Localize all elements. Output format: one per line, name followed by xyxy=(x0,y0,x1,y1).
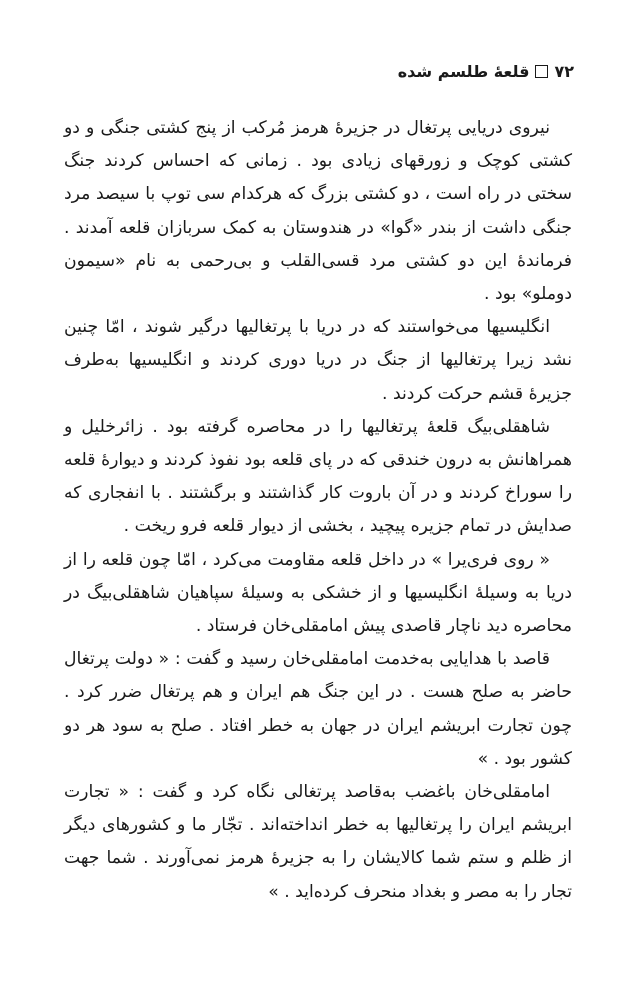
paragraph: انگلیسیها می‌خواستند که در دریا با پرتغالیها درگیر شوند ، امّا چنین نشد زیرا پرتغالیها از جنگ در دریا دوری کردند و انگلیسیها به‌طرف جزیرهٔ قشم حرکت کردند . xyxy=(64,317,572,404)
page-body-text xyxy=(64,112,572,909)
paragraph: شاهقلی‌بیگ قلعهٔ پرتغالیها را در محاصره گرفته بود . زائرخلیل و همراهانش به درون خندقی که در پای قلعه بود نفوذ کردند و دیوارهٔ قلعه را سوراخ کردند و در آن باروت کار گذاشتند و برگشتند . با انفجاری که صدایش در تمام جزیره پیچید ، بخشی از دیوار قلعه فرو ریخت . xyxy=(64,416,572,537)
paragraph: « روی فری‌یرا » در داخل قلعه مقاومت می‌کرد ، امّا چون قلعه را از دریا به وسیلهٔ انگلیسیها و از خشکی به وسیلهٔ سپاهیان شاهقلی‌بیگ در محاصره دید ناچار قاصدی پیش امامقلی‌خان فرستاد . xyxy=(64,549,572,637)
book-title: قلعهٔ طلسم شده xyxy=(397,62,530,81)
page-number: ۷۲ xyxy=(554,62,574,81)
square-ornament-icon xyxy=(535,65,548,78)
paragraph: امامقلی‌خان باغضب به‌قاصد پرتغالی نگاه کرد و گفت : « تجارت ابریشم ایران را پرتغالیها به خطر انداخته‌اند . تجّار ما و کشورهای دیگر از ظلم و ستم شما کالایشان را به جزیرهٔ هرمز نمی‌آورند . شما جهت تجار را به مصر و بغداد منحرف کرده‌اید . » xyxy=(64,782,572,902)
page-header xyxy=(60,62,574,81)
paragraph: قاصد با هدایایی به‌خدمت امامقلی‌خان رسید و گفت : « دولت پرتغال حاضر به صلح هست . در این جنگ هم ایران و هم پرتغال ضرر کرد . چون تجارت ابریشم ایران در جهان به خطر افتاد . صلح به سود هر دو کشور بود . » xyxy=(64,649,572,769)
paragraph: نیروی دریایی پرتغال در جزیرهٔ هرمز مُرکب از پنج کشتی جنگی و دو کشتی کوچک و زورقهای زیادی بود . زمانی که احساس کردند جنگ سختی در راه است ، دو کشتی بزرگ که هرکدام سی توپ با سیصد مرد جنگی داشت از بندر «گوا» در هندوستان به کمک سربازان قلعه آمدند . فرماندهٔ این دو کشتی مرد قسی‌القلب و بی‌رحمی به نام «سیمون دوملو» بود . xyxy=(64,118,572,305)
